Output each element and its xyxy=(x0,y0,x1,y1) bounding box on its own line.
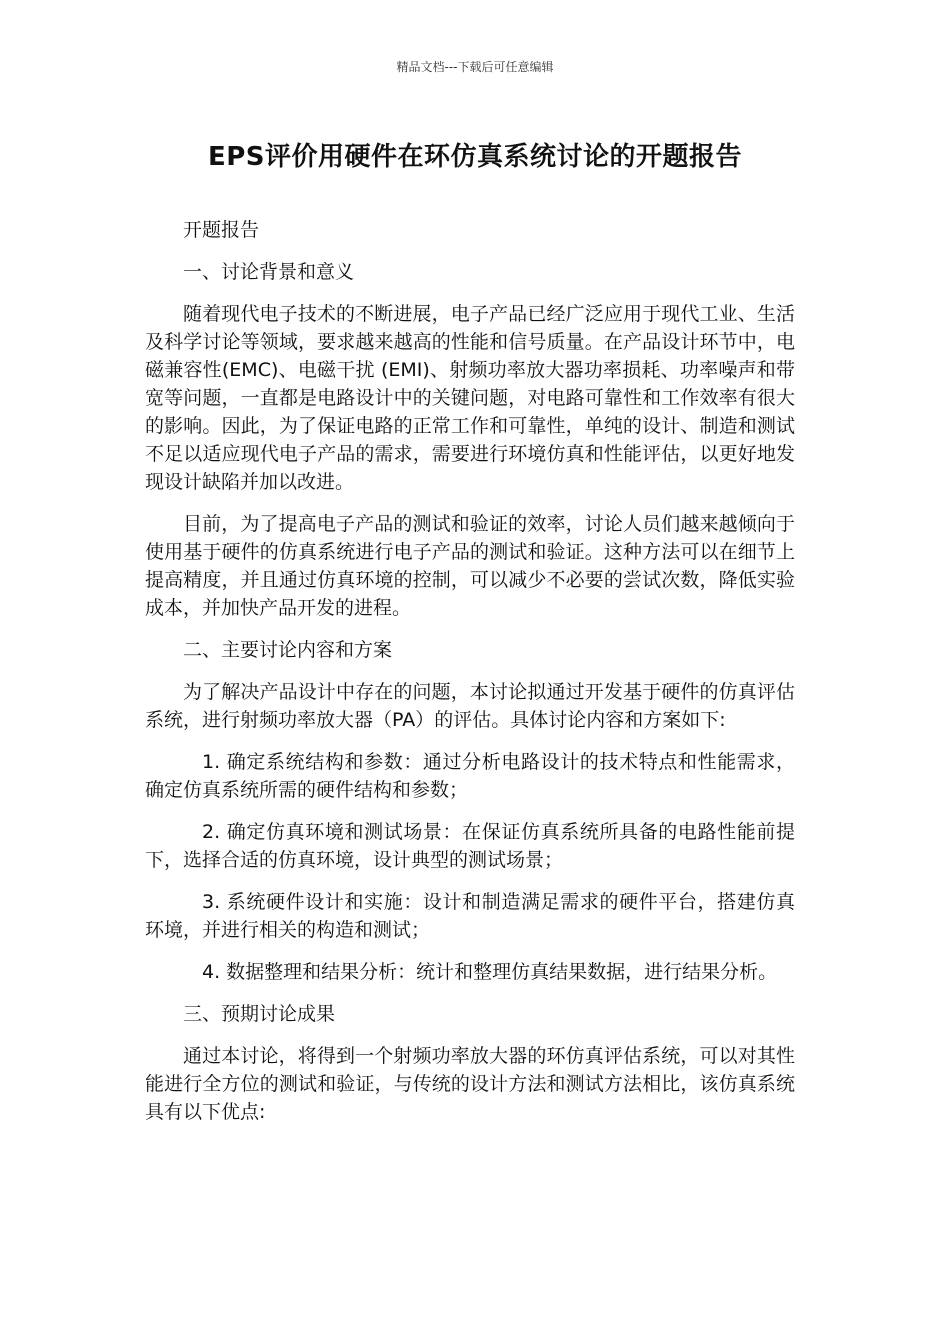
list-item: 4. 数据整理和结果分析：统计和整理仿真结果数据，进行结果分析。 xyxy=(202,961,778,983)
paragraph-background: 随着现代电子技术的不断进展，电子产品已经广泛应用于现代工业、生活及科学讨论等领域，要求越来越高的性能和信号质量。在产品设计环节中，电磁兼容性(EMC)、电磁干扰 (EMI)、射频功率放大器功率损耗、功率噪声和带宽等问题，一直都是电路设计中的关键问题，对电路可靠性和工作效率有很大的影响。因此，为了保证电路的正常工作和可靠性，单纯的设计、制造和测试不足以适应现代电子产品的需求，需要进行环境仿真和性能评估，以更好地发现设计缺陷并加以改进。 xyxy=(145,303,795,493)
document-body xyxy=(145,216,795,1140)
list-item: 3. 系统硬件设计和实施：设计和制造满足需求的硬件平台，搭建仿真环境，并进行相关的构造和测试； xyxy=(145,891,795,941)
section-heading-results: 三、预期讨论成果 xyxy=(183,1003,336,1025)
paragraph-expected-results: 通过本讨论，将得到一个射频功率放大器的环仿真评估系统，可以对其性能进行全方位的测试和验证，与传统的设计方法和测试方法相比，该仿真系统具有以下优点: xyxy=(145,1045,795,1123)
section-heading-content: 二、主要讨论内容和方案 xyxy=(183,639,393,661)
page-header-watermark: 精品文档---下载后可任意编辑 xyxy=(396,60,554,74)
section-heading-background: 一、讨论背景和意义 xyxy=(183,261,355,283)
document-title: EPS评价用硬件在环仿真系统讨论的开题报告 xyxy=(207,142,743,172)
report-label: 开题报告 xyxy=(183,219,260,241)
list-item: 2. 确定仿真环境和测试场景：在保证仿真系统所具备的电路性能前提下，选择合适的仿真环境，设计典型的测试场景； xyxy=(145,821,795,871)
list-item: 1. 确定系统结构和参数：通过分析电路设计的技术特点和性能需求，确定仿真系统所需的硬件结构和参数； xyxy=(145,751,795,801)
paragraph-content-intro: 为了解决产品设计中存在的问题，本讨论拟通过开发基于硬件的仿真评估系统，进行射频功率放大器（PA）的评估。具体讨论内容和方案如下: xyxy=(145,681,795,731)
paragraph-current-status: 目前，为了提高电子产品的测试和验证的效率，讨论人员们越来越倾向于使用基于硬件的仿真系统进行电子产品的测试和验证。这种方法可以在细节上提高精度，并且通过仿真环境的控制，可以减少不必要的尝试次数，降低实验成本，并加快产品开发的进程。 xyxy=(145,513,795,619)
